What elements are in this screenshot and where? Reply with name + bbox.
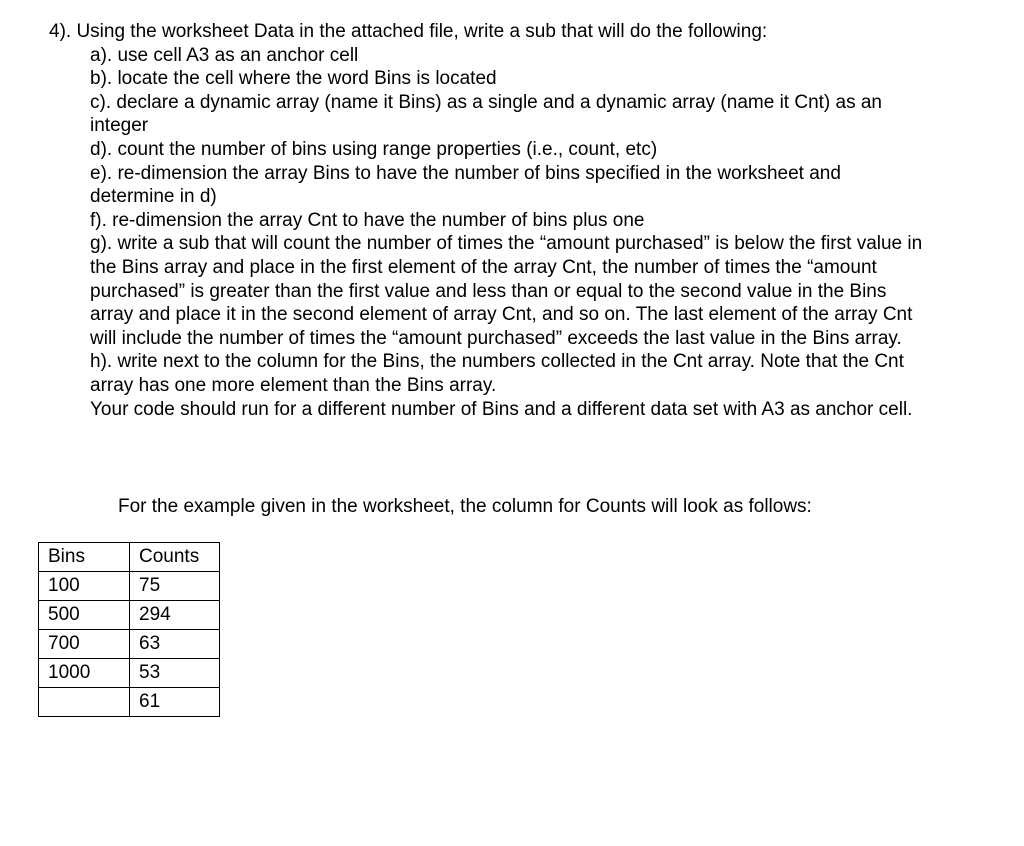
item-e: e). re-dimension the array Bins to have the number of bins specified in the worksheet and determine in d): [90, 162, 841, 208]
bins-cell: 700: [39, 630, 130, 659]
counts-cell: 75: [130, 572, 220, 601]
item-a: a). use cell A3 as an anchor cell: [90, 44, 359, 66]
question-header: 4). Using the worksheet Data in the attached file, write a sub that will do the following:: [49, 21, 768, 42]
table-row: [39, 601, 220, 630]
bins-cell: 500: [39, 601, 130, 630]
table-row: [39, 688, 220, 717]
item-f: f). re-dimension the array Cnt to have the number of bins plus one: [90, 209, 645, 231]
counts-cell: 61: [130, 688, 220, 717]
item-d: d). count the number of bins using range properties (i.e., count, etc): [90, 138, 658, 160]
counts-cell: 294: [130, 601, 220, 630]
header-bins: Bins: [39, 543, 130, 572]
question-block: [49, 20, 989, 421]
bins-cell: [39, 688, 130, 717]
counts-cell: 63: [130, 630, 220, 659]
closing-instruction: Your code should run for a different number of Bins and a different data set with A3 as anchor cell.: [90, 398, 913, 420]
bins-cell: 1000: [39, 659, 130, 688]
counts-cell: 53: [130, 659, 220, 688]
question-items: [90, 44, 930, 422]
example-note: For the example given in the worksheet, the column for Counts will look as follows:: [118, 496, 812, 517]
bins-cell: 100: [39, 572, 130, 601]
item-c: c). declare a dynamic array (name it Bins) as a single and a dynamic array (name it Cnt) as an integer: [90, 91, 882, 137]
table-row: [39, 630, 220, 659]
table-row: [39, 572, 220, 601]
table-header-row: [39, 543, 220, 572]
bins-counts-table: [38, 542, 220, 717]
item-b: b). locate the cell where the word Bins is located: [90, 68, 497, 90]
header-counts: Counts: [130, 543, 220, 572]
item-g: g). write a sub that will count the number of times the “amount purchased” is below the first value in the Bins array and place in the first element of the array Cnt, the number of times the “amount purchased” is greater than the first value and less than or equal to the second value in the Bins array and place it in the second element of array Cnt, and so on. The last element of the array Cnt will include the number of times the “amount purchased” exceeds the last value in the Bins array.: [90, 233, 923, 349]
table-row: [39, 659, 220, 688]
item-h: h). write next to the column for the Bins, the numbers collected in the Cnt array. Note that the Cnt array has one more element than the Bins array.: [90, 351, 904, 396]
